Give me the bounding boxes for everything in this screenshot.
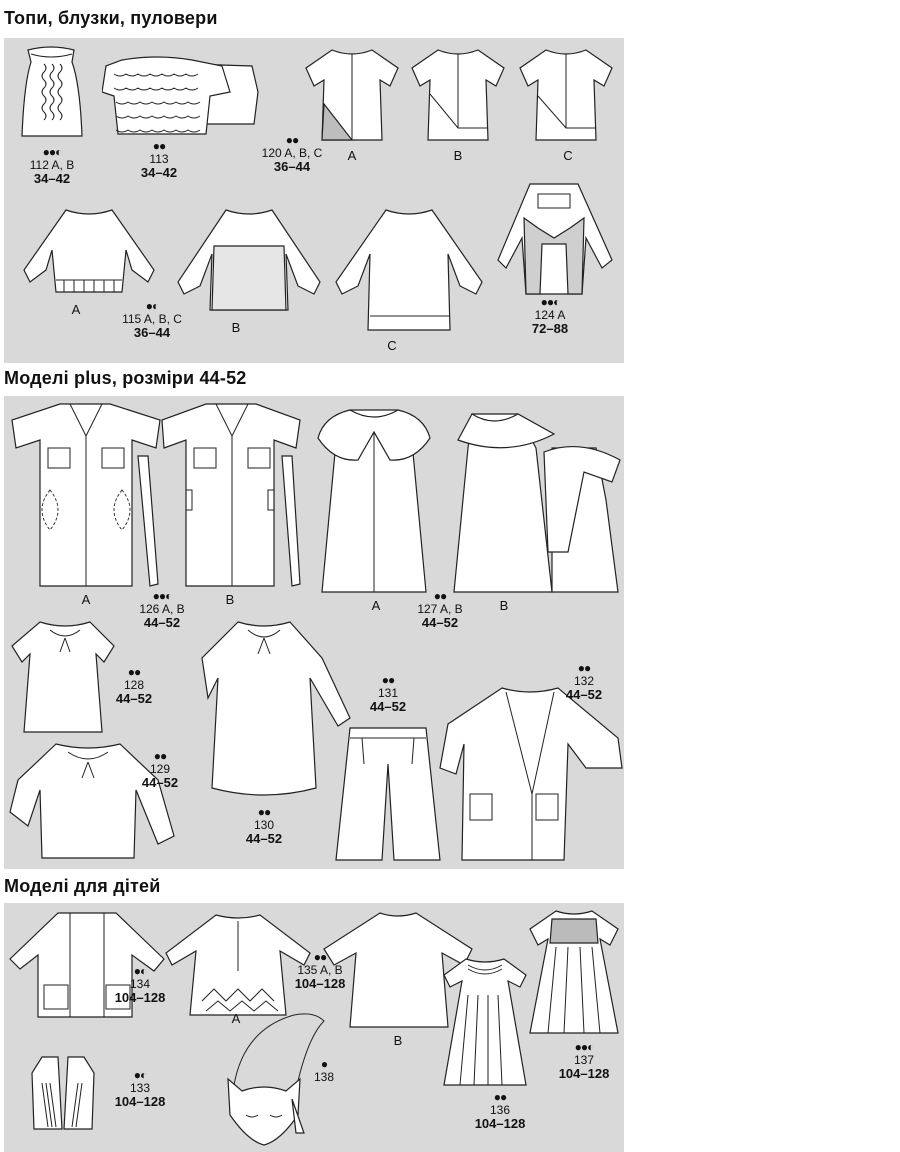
label-133 bbox=[100, 1069, 180, 1109]
difficulty-dots: ●● bbox=[127, 665, 141, 679]
difficulty-dots: ●◐ bbox=[145, 299, 159, 313]
label-128 bbox=[94, 666, 174, 706]
label-135 bbox=[280, 951, 360, 991]
model-number: 126 A, B bbox=[139, 602, 185, 616]
size-range: 72–88 bbox=[531, 321, 569, 336]
sketch-120-b-tee bbox=[408, 46, 508, 146]
model-number: 130 bbox=[253, 818, 275, 832]
difficulty-dots: ●◐ bbox=[133, 964, 147, 978]
difficulty-dots: ●● bbox=[381, 673, 395, 687]
size-range: 104–128 bbox=[474, 1116, 526, 1131]
size-range: 104–128 bbox=[558, 1066, 610, 1081]
label-126 bbox=[122, 590, 202, 630]
sketch-115-a-raglan bbox=[14, 206, 164, 301]
difficulty-dots: ●●◐ bbox=[152, 589, 172, 603]
variant-115-c: C bbox=[387, 338, 397, 353]
variant-127-b: B bbox=[499, 598, 509, 613]
size-range: 44–52 bbox=[421, 615, 459, 630]
difficulty-dots: ●● bbox=[257, 805, 271, 819]
sketch-132-wrap-jacket bbox=[436, 684, 624, 864]
sketch-137-smocked-dress bbox=[526, 907, 622, 1037]
size-range: 36–44 bbox=[133, 325, 171, 340]
size-range: 34–42 bbox=[33, 171, 71, 186]
label-112 bbox=[12, 146, 92, 186]
sketch-136-smocked-dress bbox=[438, 955, 532, 1089]
model-number: 127 A, B bbox=[417, 602, 463, 616]
label-130 bbox=[224, 806, 304, 846]
difficulty-dots: ●● bbox=[577, 661, 591, 675]
variant-135-a: A bbox=[231, 1011, 241, 1026]
label-132 bbox=[544, 662, 624, 702]
difficulty-dots: ●●◐ bbox=[42, 145, 62, 159]
variant-120-c: C bbox=[563, 148, 573, 163]
difficulty-dots: ●◐ bbox=[133, 1068, 147, 1082]
variant-115-b: B bbox=[231, 320, 241, 335]
panel-tops bbox=[4, 38, 624, 363]
panel-kids bbox=[4, 903, 624, 1152]
label-115 bbox=[112, 300, 192, 340]
size-range: 44–52 bbox=[143, 615, 181, 630]
label-120 bbox=[252, 134, 332, 174]
label-136 bbox=[460, 1091, 540, 1131]
variant-120-b: B bbox=[453, 148, 463, 163]
variant-135-b: B bbox=[393, 1033, 403, 1048]
model-number: 136 bbox=[489, 1103, 511, 1117]
size-range: 44–52 bbox=[141, 775, 179, 790]
model-number: 131 bbox=[377, 686, 399, 700]
panel-plus bbox=[4, 396, 624, 869]
sketch-120-a-tee bbox=[302, 46, 402, 146]
sketch-113-tiered-blouse bbox=[102, 52, 262, 142]
sketch-127-a-dress bbox=[314, 402, 434, 596]
section-title-plus: Моделі plus, розміри 44-52 bbox=[4, 368, 247, 388]
variant-115-a: A bbox=[71, 302, 81, 317]
sketch-120-c-tee bbox=[516, 46, 616, 146]
sketch-124-a-top bbox=[496, 178, 616, 298]
size-range: 44–52 bbox=[245, 831, 283, 846]
sketch-133-fringe-vest bbox=[28, 1053, 98, 1133]
label-124 bbox=[510, 296, 590, 336]
model-number: 133 bbox=[129, 1081, 151, 1095]
variant-126-a: A bbox=[81, 592, 91, 607]
difficulty-dots: ●● bbox=[285, 133, 299, 147]
variant-120-a: A bbox=[347, 148, 357, 163]
difficulty-dots: ● bbox=[320, 1057, 328, 1071]
difficulty-dots: ●● bbox=[152, 139, 166, 153]
model-number: 113 bbox=[149, 152, 169, 166]
label-127 bbox=[400, 590, 480, 630]
sketch-126-b-shirt-dress bbox=[160, 400, 310, 590]
model-number: 124 A bbox=[534, 308, 566, 322]
section-title-tops: Топи, блузки, пуловери bbox=[4, 8, 218, 28]
sketch-112-ruffle-top bbox=[14, 44, 89, 144]
section-title-kids: Моделі для дітей bbox=[4, 876, 161, 896]
model-number: 120 A, B, C bbox=[261, 146, 323, 160]
label-131 bbox=[348, 674, 428, 714]
difficulty-dots: ●● bbox=[433, 589, 447, 603]
label-137 bbox=[544, 1041, 624, 1081]
sketch-131-culottes bbox=[332, 724, 444, 864]
size-range: 104–128 bbox=[114, 1094, 166, 1109]
model-number: 129 bbox=[149, 762, 171, 776]
variant-127-a: A bbox=[371, 598, 381, 613]
difficulty-dots: ●●◐ bbox=[540, 295, 560, 309]
size-range: 36–44 bbox=[273, 159, 311, 174]
model-number: 137 bbox=[573, 1053, 595, 1067]
model-number: 115 A, B, C bbox=[122, 312, 182, 326]
size-range: 104–128 bbox=[114, 990, 166, 1005]
sketch-127-b-dress bbox=[448, 404, 624, 596]
difficulty-dots: ●● bbox=[313, 950, 327, 964]
label-129 bbox=[120, 750, 200, 790]
model-number: 128 bbox=[123, 678, 145, 692]
sketch-115-b-raglan bbox=[174, 206, 324, 316]
size-range: 44–52 bbox=[565, 687, 603, 702]
label-113 bbox=[119, 140, 199, 180]
size-range: 104–128 bbox=[294, 976, 346, 991]
difficulty-dots: ●●◐ bbox=[574, 1040, 594, 1054]
sketch-126-a-shirt-dress bbox=[10, 400, 165, 590]
size-range: 44–52 bbox=[369, 699, 407, 714]
model-number: 135 A, B bbox=[297, 963, 343, 977]
model-number: 134 bbox=[129, 977, 151, 991]
variant-126-b: B bbox=[225, 592, 235, 607]
label-138 bbox=[284, 1058, 364, 1084]
size-range: 44–52 bbox=[115, 691, 153, 706]
sketch-115-c-raglan-dress bbox=[334, 206, 484, 336]
size-range: 34–42 bbox=[140, 165, 178, 180]
difficulty-dots: ●● bbox=[493, 1090, 507, 1104]
model-number: 132 bbox=[573, 674, 595, 688]
difficulty-dots: ●● bbox=[153, 749, 167, 763]
model-number: 138 bbox=[313, 1070, 335, 1084]
model-number: 112 A, B bbox=[29, 158, 75, 172]
